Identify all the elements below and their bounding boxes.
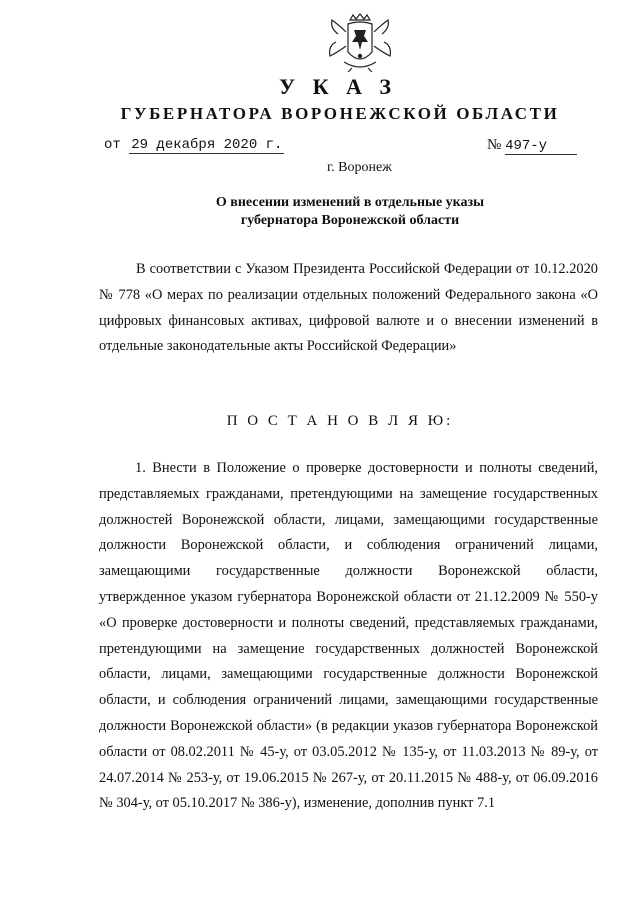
date-prefix: от xyxy=(104,137,121,153)
document-subject xyxy=(150,194,550,230)
preamble-paragraph: В соответствии с Указом Президента Российской Федерации от 10.12.2020 № 778 «О мерах по реализации отдельных положений Федерального закона «О цифровых финансовых активах, цифровой валюте и о внесении изменений в отдельные законодательные акты Российской Федерации» xyxy=(99,261,598,355)
subject-line-2: губернатора Воронежской области xyxy=(240,213,460,228)
date-value: 29 декабря 2020 г. xyxy=(131,137,283,153)
document-issuer: ГУБЕРНАТОРА ВОРОНЕЖСКОЙ ОБЛАСТИ xyxy=(120,104,560,123)
item-1-paragraph: 1. Внести в Положение о проверке достоверности и полноты сведений, представляемых гражданами, претендующими на замещение государственных должностей Воронежской области, лицами, замещающими государственные должности Воронежской области, и соблюдения ограничений лицами, замещающими государственные должности Воронежской области, утвержденное указом губернатора Воронежской области от 21.12.2009 № 550-у «О проверке достоверности и полноты сведений, представляемых гражданами, претендующими на замещение государственных должностей Воронежской области, лицами, замещающими государственные должности Воронежской области, и соблюдения ограничений лицами, замещающими государственные должности Воронежской области» (в редакции указов губернатора Воронежской области от 08.02.2011 № 45-у, от 03.05.2012 № 135-у, от 11.03.2013 № 89-у, от 24.07.2014 № 253-у, от 19.06.2015 № 267-у, от 20.11.2015 № 488-у, от 06.09.2016 № 304-у, от 05.10.2017 № 386-у), изменение, дополнив пункт 7.1 xyxy=(99,460,598,812)
subject-line-1: О внесении изменений в отдельные указы xyxy=(215,195,485,210)
document-number xyxy=(487,137,577,155)
number-prefix: № xyxy=(487,137,502,153)
number-value: 497-у xyxy=(505,138,577,155)
document-title: У К А З xyxy=(278,74,398,99)
decree-heading: П О С Т А Н О В Л Я Ю: xyxy=(226,413,454,429)
document-city: г. Воронеж xyxy=(327,160,392,175)
document-date xyxy=(104,137,284,153)
voronezh-coat-of-arms-icon xyxy=(326,12,394,74)
